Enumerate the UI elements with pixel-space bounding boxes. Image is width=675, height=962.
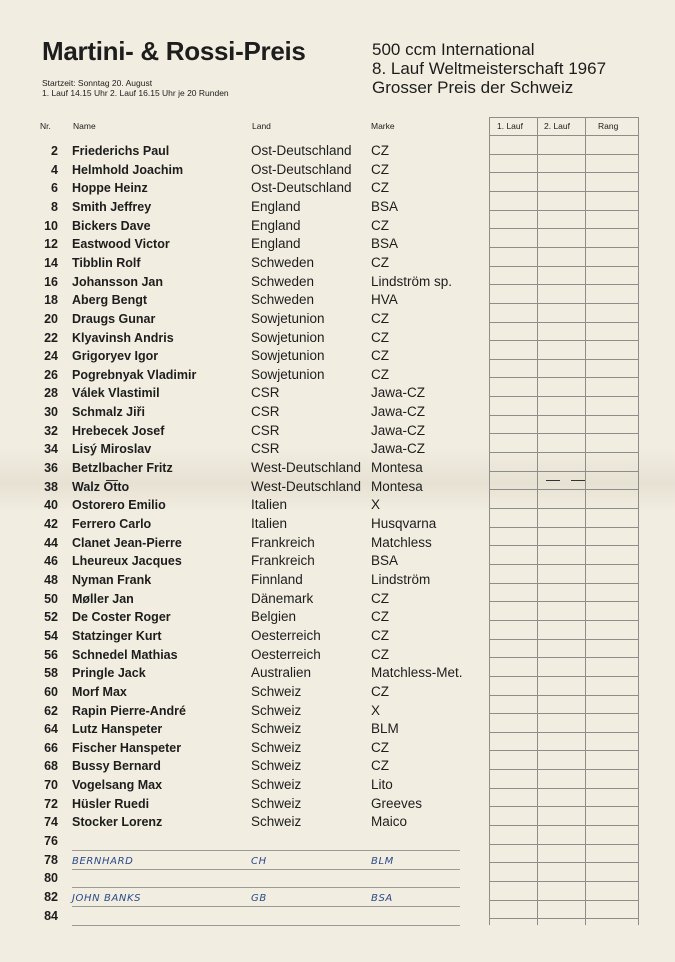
entry-country: Ost-Deutschland [251,143,352,158]
event-name: Grosser Preis der Schweiz [372,78,574,97]
entry-number: 6 [51,181,58,196]
entry-make: BSA [371,553,399,569]
col-header-rang: Rang [598,121,619,131]
table-row [0,758,675,777]
entry-country: Italien [251,497,288,513]
entry-make: CZ [371,329,389,345]
entry-number: 60 [44,684,58,699]
table-row [0,460,675,479]
entry-name: Pringle Jack [72,666,146,681]
entry-name: Helmhold Joachim [72,162,184,177]
table-row [0,889,675,908]
entry-name: Stocker Lorenz [72,815,163,830]
table-row [0,330,675,349]
pen-mark [571,480,585,481]
entry-name: BERNHARD [72,855,134,867]
entry-make: CZ [371,254,389,270]
col-header-lauf2: 2. Lauf [544,121,570,131]
entry-make: Jawa-CZ [371,404,426,420]
entry-country: Ost-Deutschland [251,180,352,196]
blank-entry-line [72,925,460,926]
col-header-lauf1: 1. Lauf [497,121,523,131]
entry-name: Smith Jeffrey [72,199,152,214]
pen-mark [106,480,118,481]
entry-make: Lito [371,777,393,793]
start-time: Startzeit: Sonntag 20. August [42,78,153,88]
table-row [0,535,675,554]
table-row [0,777,675,796]
entry-make: Jawa-CZ [371,385,426,401]
entry-number: 54 [44,628,58,643]
entry-number: 84 [44,908,58,923]
col-header-land: Land [252,121,271,131]
entry-name: Walz Otto [72,479,130,494]
entry-country: CH [251,855,267,867]
entry-make: CZ [371,161,389,177]
entry-country: Sowjetunion [251,329,325,345]
entry-number: 46 [44,554,58,569]
entry-number: 42 [44,517,58,531]
entry-number: 22 [44,330,58,345]
race-times: 1. Lauf 14.15 Uhr 2. Lauf 16.15 Uhr je 20 Runden [42,88,229,98]
entry-make: Matchless-Met. [371,665,463,681]
table-row [0,516,675,535]
entry-number: 30 [44,405,58,420]
entry-number: 24 [44,349,58,364]
entry-country: CSR [251,422,280,438]
entry-number: 36 [44,461,58,476]
table-row [0,311,675,330]
table-row [0,255,675,274]
table-row [0,199,675,218]
table-row [0,721,675,740]
entry-number: 82 [44,890,58,904]
entry-country: West-Deutschland [251,478,362,494]
entry-number: 76 [44,834,58,849]
entry-name: Ostorero Emilio [72,498,166,513]
entry-make: Matchless [371,534,432,550]
entry-name: JOHN BANKS [72,893,142,904]
entry-country: Schweden [251,254,315,270]
entry-country: CSR [251,385,280,401]
entry-make: Montesa [371,478,423,494]
table-row [0,143,675,162]
event-info [372,40,606,97]
entry-make: Lindström [371,571,431,587]
entry-number: 56 [44,647,58,662]
entry-number: 62 [44,703,58,718]
entry-number: 40 [44,498,58,513]
schedule-info [42,78,229,98]
entry-country: Ost-Deutschland [251,161,352,177]
table-row [0,740,675,759]
entry-make: HVA [371,292,398,308]
table-row [0,703,675,722]
entry-country: Belgien [251,609,297,625]
entry-make: CZ [371,627,389,643]
entry-make: CZ [371,739,389,755]
entry-name: Morf Max [72,684,127,699]
table-row [0,479,675,498]
entry-name: Hüsler Ruedi [72,796,150,811]
table-row [0,814,675,833]
entry-number: 44 [44,535,58,550]
table-row [0,628,675,647]
table-row [0,441,675,460]
entry-number: 2 [51,144,58,158]
entry-name: Eastwood Victor [72,237,170,252]
table-row [0,609,675,628]
entry-make: CZ [371,366,389,382]
entry-country: Sowjetunion [251,348,325,364]
entry-number: 18 [44,293,58,308]
table-row [0,572,675,591]
entry-name: Rapin Pierre-André [72,703,186,718]
entry-country: Schweiz [251,795,302,811]
entry-name: Hoppe Heinz [72,181,148,196]
table-row [0,647,675,666]
entry-number: 80 [44,871,58,886]
entry-country: CSR [251,404,280,420]
entry-country: Frankreich [251,553,315,569]
entry-name: Válek Vlastimil [72,386,160,401]
table-row [0,665,675,684]
entry-country: Italien [251,516,288,531]
entry-number: 34 [44,442,58,457]
table-row [0,236,675,255]
pen-mark [546,480,560,481]
entry-name: Schnedel Mathias [72,647,178,662]
table-row [0,553,675,572]
entry-number: 68 [44,759,58,774]
table-row [0,404,675,423]
entry-name: Lheureux Jacques [72,554,182,569]
entry-make: CZ [371,310,389,326]
entry-name: De Coster Roger [72,610,171,625]
entry-number: 66 [44,740,58,755]
entry-make: Husqvarna [371,516,437,531]
entry-country: Dänemark [251,590,314,606]
col-header-nr: Nr. [40,121,51,131]
entry-country: Schweden [251,292,315,308]
entry-name: Grigoryev Igor [72,349,159,364]
entry-name: Aberg Bengt [72,293,147,308]
entry-name: Draugs Gunar [72,311,156,326]
entry-name: Schmalz Jiři [72,405,145,420]
entry-name: Ferrero Carlo [72,517,152,531]
entry-country: Sowjetunion [251,366,325,382]
entry-make: BLM [371,721,399,737]
entry-make: Greeves [371,795,423,811]
entry-number: 26 [44,367,58,382]
table-row [0,348,675,367]
entry-number: 12 [44,237,58,252]
entry-make: Jawa-CZ [371,422,426,438]
grid-row-line [489,117,638,118]
col-header-name: Name [73,121,96,131]
entry-make: Lindström sp. [371,273,453,289]
entry-make: CZ [371,143,389,158]
event-round: 8. Lauf Weltmeisterschaft 1967 [372,59,607,78]
entry-country: Schweiz [251,721,302,737]
table-row [0,385,675,404]
event-class: 500 ccm International [372,40,535,59]
table-row [0,908,675,927]
table-row [0,591,675,610]
entry-country: Schweiz [251,739,302,755]
entry-make: CZ [371,646,389,662]
entry-country: Oesterreich [251,646,321,662]
entry-country: GB [251,893,267,904]
entry-make: X [371,497,381,513]
entry-number: 78 [44,852,58,867]
entry-country: Frankreich [251,534,315,550]
entry-country: CSR [251,441,280,457]
table-row [0,833,675,852]
entry-number: 50 [44,591,58,606]
table-row [0,497,675,516]
entry-country: Schweiz [251,777,302,793]
entry-number: 52 [44,610,58,625]
entry-number: 74 [44,815,58,830]
entry-number: 28 [44,386,58,401]
entry-make: BSA [371,893,393,904]
table-row [0,367,675,386]
grid-row-line [489,135,638,136]
entry-country: Schweiz [251,683,302,699]
entry-name: Bussy Bernard [72,759,161,774]
entry-name: Friederichs Paul [72,144,170,158]
entry-name: Lutz Hanspeter [72,722,163,737]
entry-country: Oesterreich [251,627,321,643]
entry-name: Nyman Frank [72,572,152,587]
entry-make: Montesa [371,460,423,476]
entry-name: Johansson Jan [72,274,163,289]
entry-country: Schweiz [251,814,302,830]
entry-number: 70 [44,778,58,793]
table-row [0,852,675,871]
table-row [0,162,675,181]
entry-country: Australien [251,665,312,681]
entry-number: 14 [44,255,58,270]
entry-make: CZ [371,683,389,699]
entry-name: Klyavinsh Andris [72,330,174,345]
entry-make: CZ [371,758,389,774]
entry-make: Jawa-CZ [371,441,426,457]
entry-country: Schweiz [251,702,302,718]
entry-country: England [251,198,301,214]
entry-number: 10 [44,218,58,233]
entry-make: CZ [371,609,389,625]
entry-make: BSA [371,236,399,252]
entry-make: CZ [371,590,389,606]
entry-number: 8 [51,199,58,214]
entry-country: Schweden [251,273,315,289]
entry-make: CZ [371,348,389,364]
entry-name: Tibblin Rolf [72,255,141,270]
entry-make: Maico [371,814,408,830]
entry-name: Bickers Dave [72,218,151,233]
table-row [0,292,675,311]
page-title: Martini- & Rossi-Preis [42,36,306,66]
entry-name: Vogelsang Max [72,778,163,793]
table-row [0,180,675,199]
entry-name: Lisý Miroslav [72,442,152,457]
table-row [0,423,675,442]
entry-name: Betzlbacher Fritz [72,461,173,476]
entry-number: 38 [44,479,58,494]
entry-name: Hrebecek Josef [72,423,165,438]
entry-name: Statzinger Kurt [72,628,162,643]
entry-make: X [371,702,381,718]
table-row [0,218,675,237]
entry-name: Fischer Hanspeter [72,740,182,755]
entry-make: BLM [371,855,394,867]
table-row [0,870,675,889]
entry-country: Schweiz [251,758,302,774]
entry-number: 16 [44,274,58,289]
col-header-marke: Marke [371,121,395,131]
entry-country: England [251,236,301,252]
table-row [0,796,675,815]
entry-country: Finnland [251,571,303,587]
entry-country: West-Deutschland [251,460,362,476]
table-row [0,274,675,293]
entry-country: England [251,217,301,233]
table-row [0,684,675,703]
entry-number: 20 [44,311,58,326]
entry-number: 64 [44,722,58,737]
entry-country: Sowjetunion [251,310,325,326]
entry-make: CZ [371,217,389,233]
entry-number: 32 [44,423,58,438]
entry-name: Møller Jan [72,591,134,606]
entry-name: Clanet Jean-Pierre [72,535,182,550]
entry-name: Pogrebnyak Vladimir [72,367,197,382]
entry-number: 48 [44,572,58,587]
entry-number: 58 [44,666,58,681]
entry-make: BSA [371,198,399,214]
entry-make: CZ [371,180,389,196]
entry-number: 4 [51,162,58,177]
entry-number: 72 [44,796,58,811]
